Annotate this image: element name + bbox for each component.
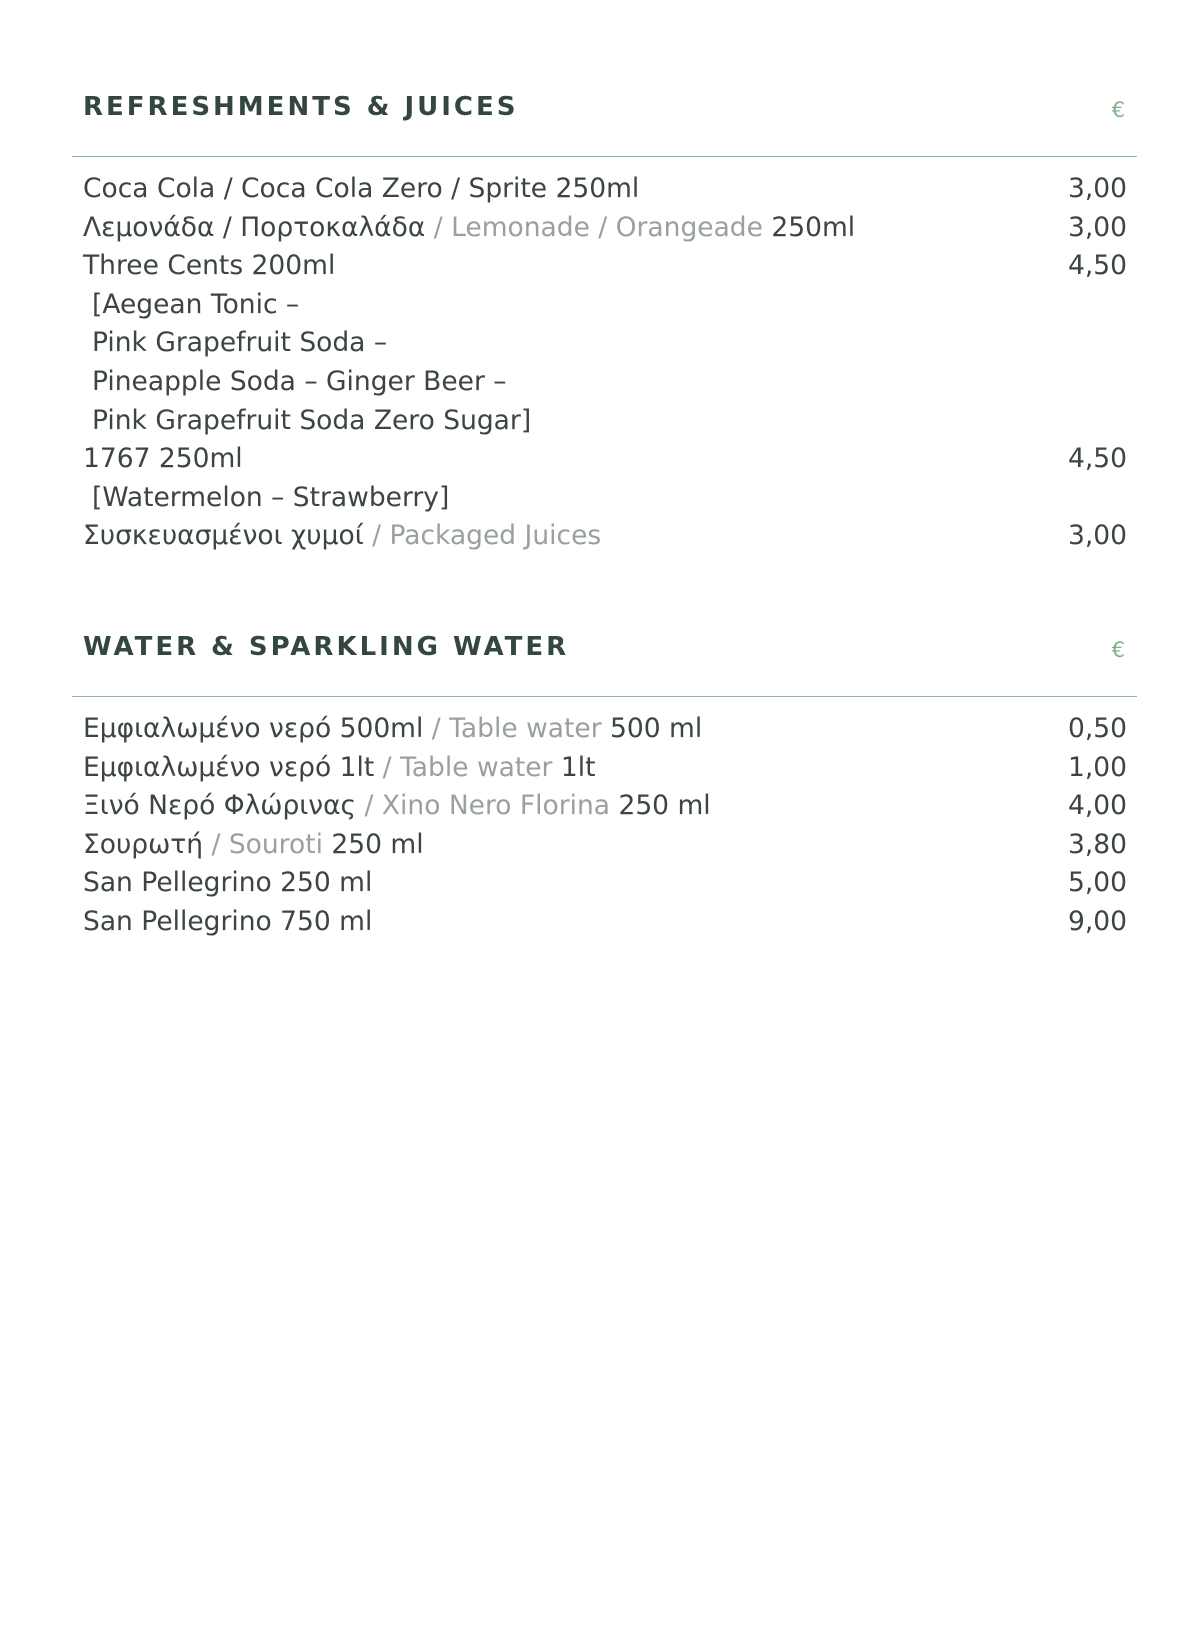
menu-item-translation: / Packaged Juices <box>363 520 602 552</box>
menu-item-text: San Pellegrino 750 ml <box>83 905 373 937</box>
menu-item-name <box>83 864 372 903</box>
menu-item-price: 5,00 <box>1067 867 1127 899</box>
currency-label: € <box>1111 98 1125 122</box>
menu-item-text: Three Cents 200ml <box>83 250 336 282</box>
menu-item <box>0 864 1200 903</box>
menu-item-price: 4,50 <box>1067 250 1127 282</box>
section-header <box>0 92 1200 134</box>
menu-item-price: 0,50 <box>1067 713 1127 744</box>
menu-item-translation: / Souroti <box>203 828 323 860</box>
menu-item-name <box>83 710 702 749</box>
menu-item-translation: / Xino Nero Florina <box>356 790 611 822</box>
menu-item-detail <box>0 324 1200 363</box>
section-divider <box>72 696 1137 697</box>
section-refreshments-juices <box>0 92 1200 552</box>
menu-item-text: Pineapple Soda – Ginger Beer – <box>92 365 507 397</box>
menu-item-name <box>83 826 424 865</box>
menu-item-translation: / Lemonade / Orangeade <box>425 211 763 243</box>
menu-item <box>0 903 1200 942</box>
menu-item-text: San Pellegrino 250 ml <box>83 867 373 899</box>
menu-item <box>0 170 1200 209</box>
menu-item-detail <box>0 402 1200 441</box>
menu-item <box>0 787 1200 826</box>
menu-item-name <box>83 787 711 826</box>
menu-item-price: 3,00 <box>1067 173 1127 204</box>
menu-item-name <box>83 209 855 248</box>
menu-item-text: Λεμονάδα / Πορτοκαλάδα <box>83 211 426 243</box>
menu-item-name <box>92 286 299 325</box>
menu-item-translation: / Table water <box>423 713 602 744</box>
menu-item-text: Εμφιαλωμένο νερό 1lt <box>83 751 375 783</box>
menu-item-name <box>83 170 639 209</box>
menu-item-text: Pink Grapefruit Soda Zero Sugar] <box>92 404 532 436</box>
menu-item-name <box>92 402 531 441</box>
menu-item-text: Σουρωτή <box>83 828 204 860</box>
menu-item-list <box>0 710 1200 942</box>
menu-item-price: 4,50 <box>1067 443 1127 475</box>
currency-label: € <box>1111 638 1125 662</box>
menu-item-text: Pink Grapefruit Soda – <box>92 327 388 359</box>
menu-item-price: 4,00 <box>1067 790 1127 822</box>
menu-item-name <box>83 517 601 556</box>
menu-item-text: [Watermelon – Strawberry] <box>92 481 450 513</box>
menu-item-name <box>83 440 243 479</box>
menu-item-text: Ξινό Νερό Φλώρινας <box>83 790 357 822</box>
menu-item-text: Coca Cola / Coca Cola Zero / Sprite 250ml <box>83 173 640 204</box>
menu-item-text: Συσκευασμένοι χυμοί <box>83 520 364 552</box>
menu-item-name <box>83 903 372 942</box>
menu-item <box>0 749 1200 788</box>
section-water-sparkling-water <box>0 632 1200 937</box>
section-title: WATER & SPARKLING WATER <box>83 632 570 662</box>
menu-item-price: 3,00 <box>1067 520 1127 552</box>
menu-item-detail <box>0 286 1200 325</box>
menu-item-name <box>92 324 387 363</box>
menu-item <box>0 517 1200 556</box>
menu-item-name <box>92 479 449 518</box>
menu-item-price: 9,00 <box>1067 905 1127 937</box>
menu-item-text: 1lt <box>552 751 596 783</box>
menu-item <box>0 440 1200 479</box>
section-title: REFRESHMENTS & JUICES <box>83 92 519 122</box>
menu-item-text: 250ml <box>762 211 856 243</box>
menu-item-list <box>0 170 1200 556</box>
menu-item-name <box>83 247 335 286</box>
menu-item <box>0 710 1200 749</box>
menu-item-price: 1,00 <box>1067 751 1127 783</box>
menu-item-text: 1767 250ml <box>83 443 243 475</box>
menu-item-name <box>92 363 507 402</box>
menu-item <box>0 826 1200 865</box>
menu-item-text: [Aegean Tonic – <box>92 288 300 320</box>
menu-item <box>0 247 1200 286</box>
menu-item-text: Εμφιαλωμένο νερό 500ml <box>83 713 424 744</box>
menu-item-price: 3,80 <box>1067 828 1127 860</box>
menu-item <box>0 209 1200 248</box>
menu-item-detail <box>0 363 1200 402</box>
menu-item-text: 500 ml <box>601 713 703 744</box>
menu-item-name <box>83 749 596 788</box>
menu-item-price: 3,00 <box>1067 211 1127 243</box>
section-header <box>0 632 1200 674</box>
menu-item-text: 250 ml <box>610 790 711 822</box>
section-divider <box>72 156 1137 157</box>
menu-item-translation: / Table water <box>374 751 553 783</box>
menu-item-detail <box>0 479 1200 518</box>
menu-item-text: 250 ml <box>322 828 424 860</box>
